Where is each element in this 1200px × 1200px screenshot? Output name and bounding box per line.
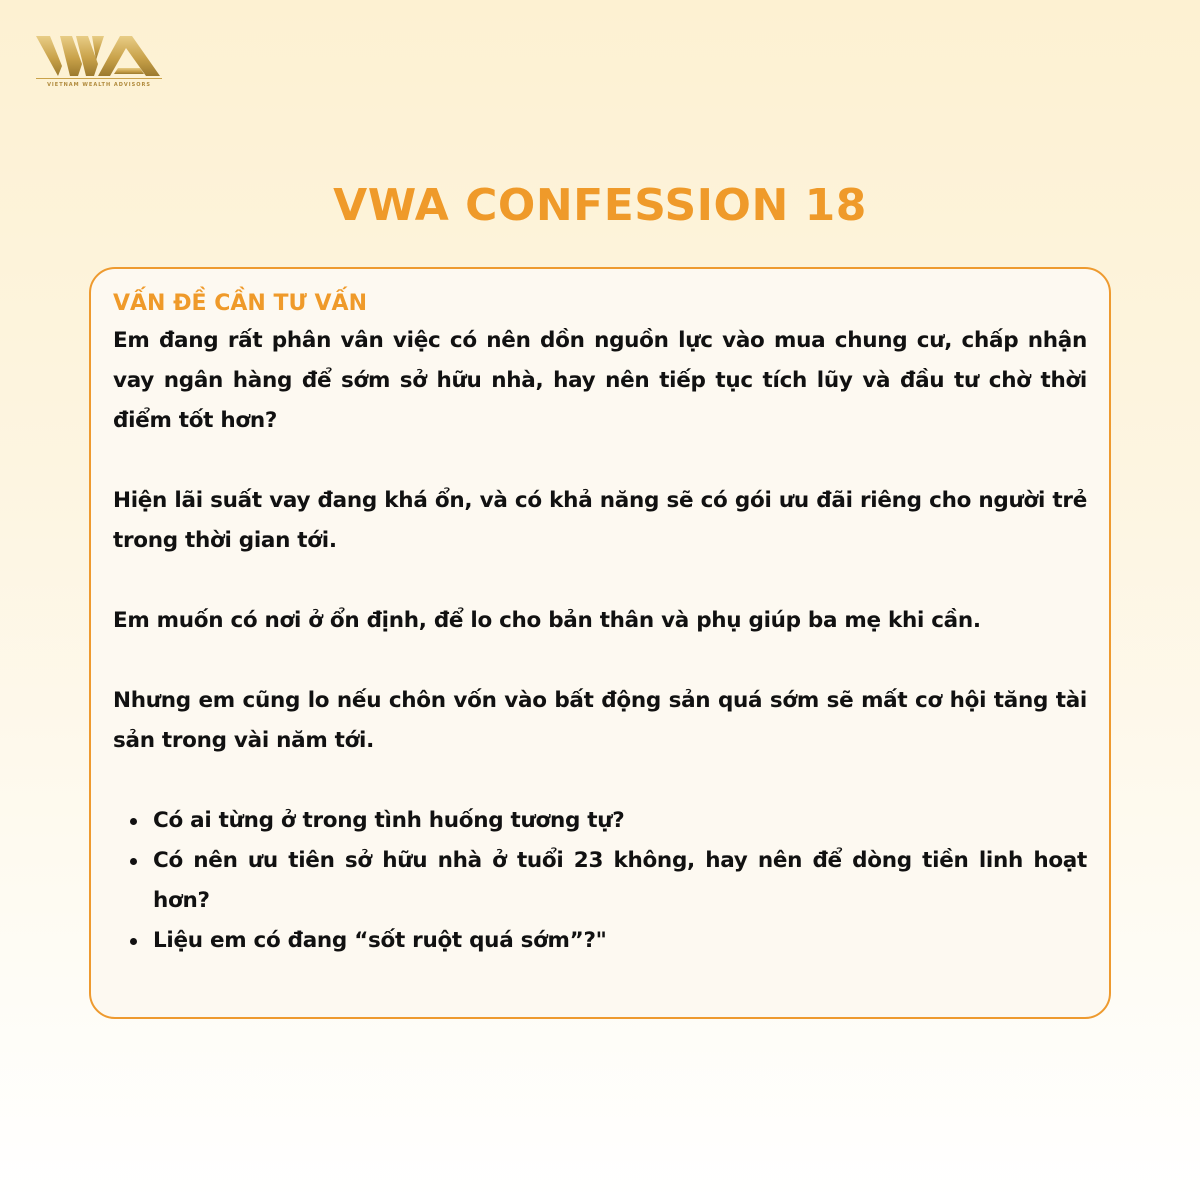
bullet-icon [130, 858, 137, 865]
question-list [113, 801, 1087, 961]
question-item [153, 841, 1087, 921]
spacer [113, 441, 1087, 481]
paragraph-stable-home: Em muốn có nơi ở ổn định, để lo cho bản thân và phụ giúp ba mẹ khi cần. [113, 608, 981, 633]
question-text: Có nên ưu tiên sở hữu nhà ở tuổi 23 không, hay nên để dòng tiền linh hoạt hơn? [153, 848, 1087, 913]
question-item [153, 801, 1087, 841]
logo-tagline: VIETNAM WEALTH ADVISORS [47, 82, 151, 88]
paragraph-concern: Nhưng em cũng lo nếu chôn vốn vào bất động sản quá sớm sẽ mất cơ hội tăng tài sản trong vài năm tới. [113, 688, 1087, 753]
question-item [153, 921, 1087, 961]
paragraph-interest-rate: Hiện lãi suất vay đang khá ổn, và có khả năng sẽ có gói ưu đãi riêng cho người trẻ trong thời gian tới. [113, 488, 1087, 553]
question-text: Có ai từng ở trong tình huống tương tự? [153, 808, 625, 833]
confession-card [89, 267, 1111, 1019]
question-text: Liệu em có đang “sốt ruột quá sớm”?" [153, 928, 607, 953]
bullet-icon [130, 818, 137, 825]
vwa-logo-icon [36, 34, 162, 82]
card-heading: VẤN ĐỀ CẦN TƯ VẤN [113, 291, 367, 316]
brand-logo [36, 34, 162, 94]
spacer [113, 761, 1087, 801]
paragraph-intro: Em đang rất phân vân việc có nên dồn nguồn lực vào mua chung cư, chấp nhận vay ngân hàng để sớm sở hữu nhà, hay nên tiếp tục tích lũy và đầu tư chờ thời điểm tốt hơn? [113, 328, 1087, 433]
spacer [113, 561, 1087, 601]
spacer [113, 641, 1087, 681]
bullet-icon [130, 938, 137, 945]
page-title: VWA CONFESSION 18 [333, 180, 867, 231]
